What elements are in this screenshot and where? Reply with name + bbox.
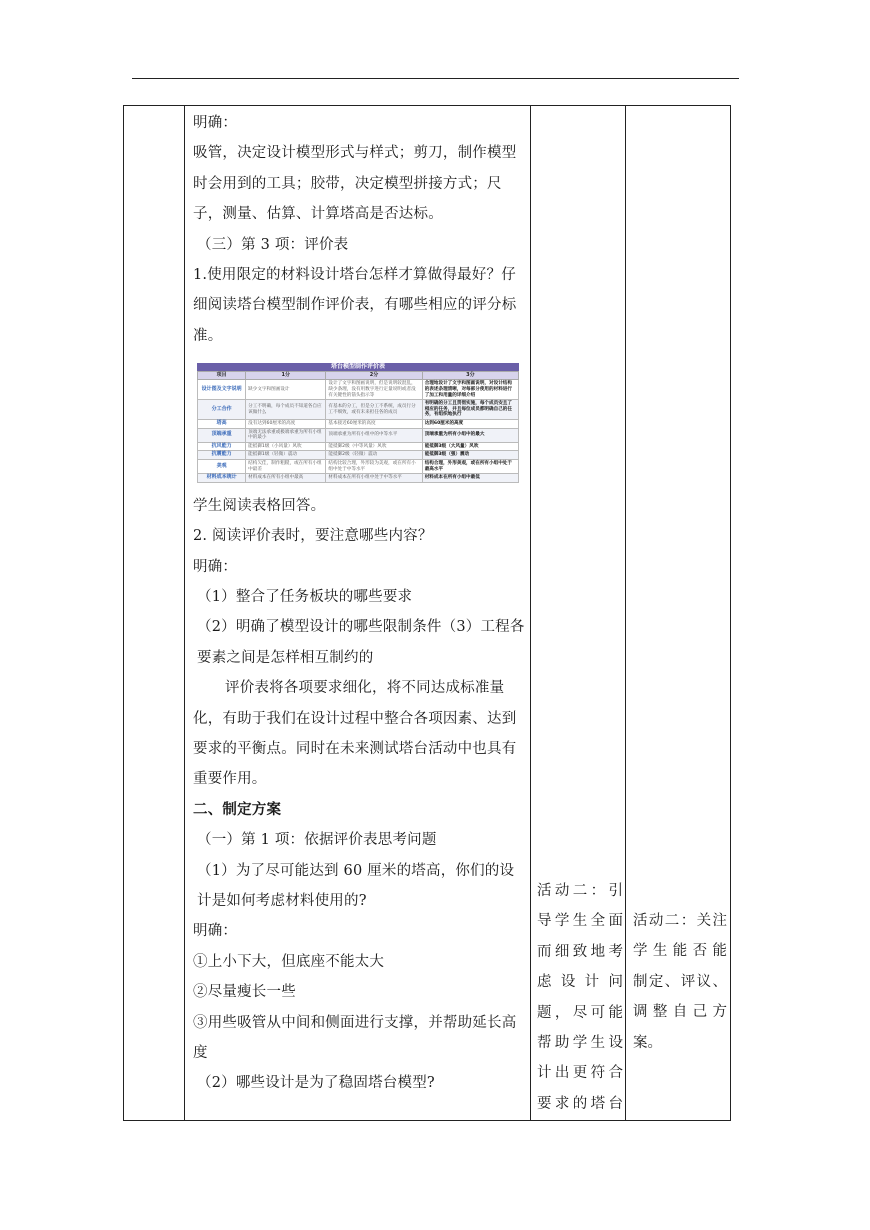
- rubric-row: [198, 428, 519, 442]
- assessment-line: 学 生 能 否 能: [633, 943, 727, 960]
- assessment-line: 调 整 自 己 方: [633, 1004, 727, 1021]
- rubric-cell: 达到60厘米的高度: [422, 420, 518, 429]
- rubric-row: [198, 442, 519, 451]
- teacher-activity-cell: [537, 876, 623, 1119]
- paragraph-section-3: （三）第 3 项：评价表: [197, 236, 349, 253]
- rubric-cell: 有基本的分工，但是分工不系统，成员行分工不细致，或有未来担任各的成员: [326, 400, 422, 420]
- rubric-cell: 设计图及文字说明: [198, 380, 246, 400]
- activity-line: 要求的塔台: [537, 1095, 623, 1112]
- rubric-cell: 缺少文字和图画设计: [246, 380, 326, 400]
- rubric-cell: 能抵御2级（中等风量）风吹: [326, 442, 422, 451]
- rubric-cell: 材料成本在所有小组中最低: [422, 474, 518, 483]
- paragraph-clarify-3: 明确：: [193, 923, 238, 940]
- paragraph-clarify-2: 明确：: [193, 558, 238, 575]
- rubric-cell: 抗风能力: [198, 442, 246, 451]
- rubric-row: [198, 474, 519, 483]
- activity-line: 帮助学生设: [537, 1035, 623, 1052]
- rubric-cell: 材料成本在所有小组中处于中等水平: [326, 474, 422, 483]
- rubric-row: [198, 400, 519, 420]
- column-divider-3: [625, 105, 626, 1121]
- heading-make-plan: 二、制定方案: [193, 801, 282, 818]
- paragraph-summary: 评价表将各项要求细化，将不同达成标准量化，有助于我们在设计过程中整合各项因素、达到要求的平衡点。同时在未来测试塔台活动中也具有重要作用。: [193, 680, 517, 788]
- paragraph-answer-1: ①上小下大，但底座不能太大: [193, 953, 385, 970]
- assessment-line: 制定、评议、: [633, 973, 727, 990]
- paragraph-answer-2: ②尽量瘦长一些: [193, 984, 296, 1001]
- evaluation-table-image: [197, 363, 519, 483]
- rubric-cell: 材料成本统计: [198, 474, 246, 483]
- rubric-cell: 结构比较合理，外形较为美观，或在所有小组中处于中等水平: [326, 459, 422, 473]
- rubric-cell: 能抵御2级（轻微）震动: [326, 451, 422, 460]
- rubric-cell: 设计了文字和图画说明，但是说明较混乱，缺少条理，没有用数字进行定量说明或者没有关键性的箭头指示等: [326, 380, 422, 400]
- paragraph-students-read: 学生阅读表格回答。: [193, 497, 326, 514]
- paragraph-point-2-3: （2）明确了模型设计的哪些限制条件（3）工程各要素之间是怎样相互制约的: [197, 619, 525, 666]
- rubric-cell: 顶端承重为所有小组中的最大: [422, 428, 518, 442]
- rubric-cell: 结构欠佳，制作粗糙，或在所有小组中最差: [246, 459, 326, 473]
- rubric-header-1: 1分: [246, 371, 326, 380]
- rubric-cell: 美观: [198, 459, 246, 473]
- rubric-cell: 塔高: [198, 420, 246, 429]
- teaching-process-cell: [193, 108, 526, 1099]
- rubric-header-2: 2分: [326, 371, 422, 380]
- paragraph-question-2: 2. 阅读评价表时，要注意哪些内容？: [193, 528, 433, 545]
- activity-line: 活动二：引: [537, 883, 623, 899]
- rubric-row: [198, 459, 519, 473]
- paragraph-design-question-1: （1）为了尽可能达到 60 厘米的塔高，你们的设计是如何考虑材料使用的?: [197, 862, 515, 910]
- rubric-cell: 合理地设计了文字和图画说明，对设计结构的表述条理清晰，对每部分使用的材料进行了加工和用量的详细介绍: [422, 380, 518, 400]
- paragraph-design-question-2: （2）哪些设计是为了稳固塔台模型?: [197, 1075, 435, 1092]
- activity-line: 题，尽可能: [537, 1004, 623, 1021]
- rubric-cell: 顶端承重: [198, 428, 246, 442]
- column-divider-1: [184, 105, 185, 1121]
- evaluation-table-title: 塔台模型制作评价表: [197, 363, 519, 371]
- rubric-cell: 顶端承重为所有小组中的中等水平: [326, 428, 422, 442]
- rubric-row: [198, 451, 519, 460]
- rubric-cell: 能抵御3级（强）震动: [422, 451, 518, 460]
- paragraph-tools: 吸管，决定设计模型形式与样式；剪刀，制作模型时会用到的工具；胶带，决定模型拼接方式；尺子，测量、估算、计算塔高是否达标。: [193, 145, 517, 223]
- paragraph-clarify-1: 明确：: [193, 115, 238, 131]
- rubric-cell: 有明确的分工且贯彻实施，每个成员安且了相应的任务，并且每位成员都明确自己的任务，有组织地执行: [422, 400, 518, 420]
- paragraph-point-1: （1）整合了任务板块的哪些要求: [197, 588, 413, 605]
- rubric-row: [198, 380, 519, 400]
- activity-line: 而细致地考: [537, 943, 623, 960]
- assessment-line: 活动二：关注: [633, 913, 727, 929]
- rubric-cell: 材料成本在所有小组中最高: [246, 474, 326, 483]
- assessment-line: 案。: [633, 1034, 662, 1051]
- assessment-cell: [633, 906, 727, 1058]
- rubric-header-item: 项目: [198, 371, 246, 380]
- rubric-header-3: 3分: [422, 371, 518, 380]
- rubric-cell: 能抵御1级（小风量）风吹: [246, 442, 326, 451]
- rubric-cell: 抗震能力: [198, 451, 246, 460]
- header-rule: [132, 78, 739, 79]
- activity-line: 虑 设 计 问: [537, 974, 623, 991]
- activity-line: 导学生全面: [537, 913, 623, 930]
- paragraph-answer-3: ③用些吸管从中间和侧面进行支撑，并帮助延长高度: [193, 1014, 517, 1062]
- rubric-cell: 分工不明确，每个成员不知道各自应该做什么: [246, 400, 326, 420]
- rubric-cell: 顶端无法承重或极端承重为所有小组中的最小: [246, 428, 326, 442]
- rubric-cell: 没有达到60厘米的高度: [246, 420, 326, 429]
- rubric-cell: 分工合作: [198, 400, 246, 420]
- column-divider-2: [530, 105, 531, 1121]
- rubric-cell: 能抵御3级（大风量）风吹: [422, 442, 518, 451]
- paragraph-section-1: （一）第 1 项：依据评价表思考问题: [197, 832, 437, 849]
- rubric-cell: 基本接近60厘米的高度: [326, 420, 422, 429]
- rubric-cell: 结构合理，外形美观，或在所有小组中处于最高水平: [422, 459, 518, 473]
- rubric-row: [198, 420, 519, 429]
- paragraph-question-1: 1.使用限定的材料设计塔台怎样才算做得最好？仔细阅读塔台模型制作评价表，有哪些相应的评分标准。: [193, 267, 517, 344]
- activity-line: 计出更符合: [537, 1065, 623, 1082]
- rubric-cell: 能抵御1级（轻微）震动: [246, 451, 326, 460]
